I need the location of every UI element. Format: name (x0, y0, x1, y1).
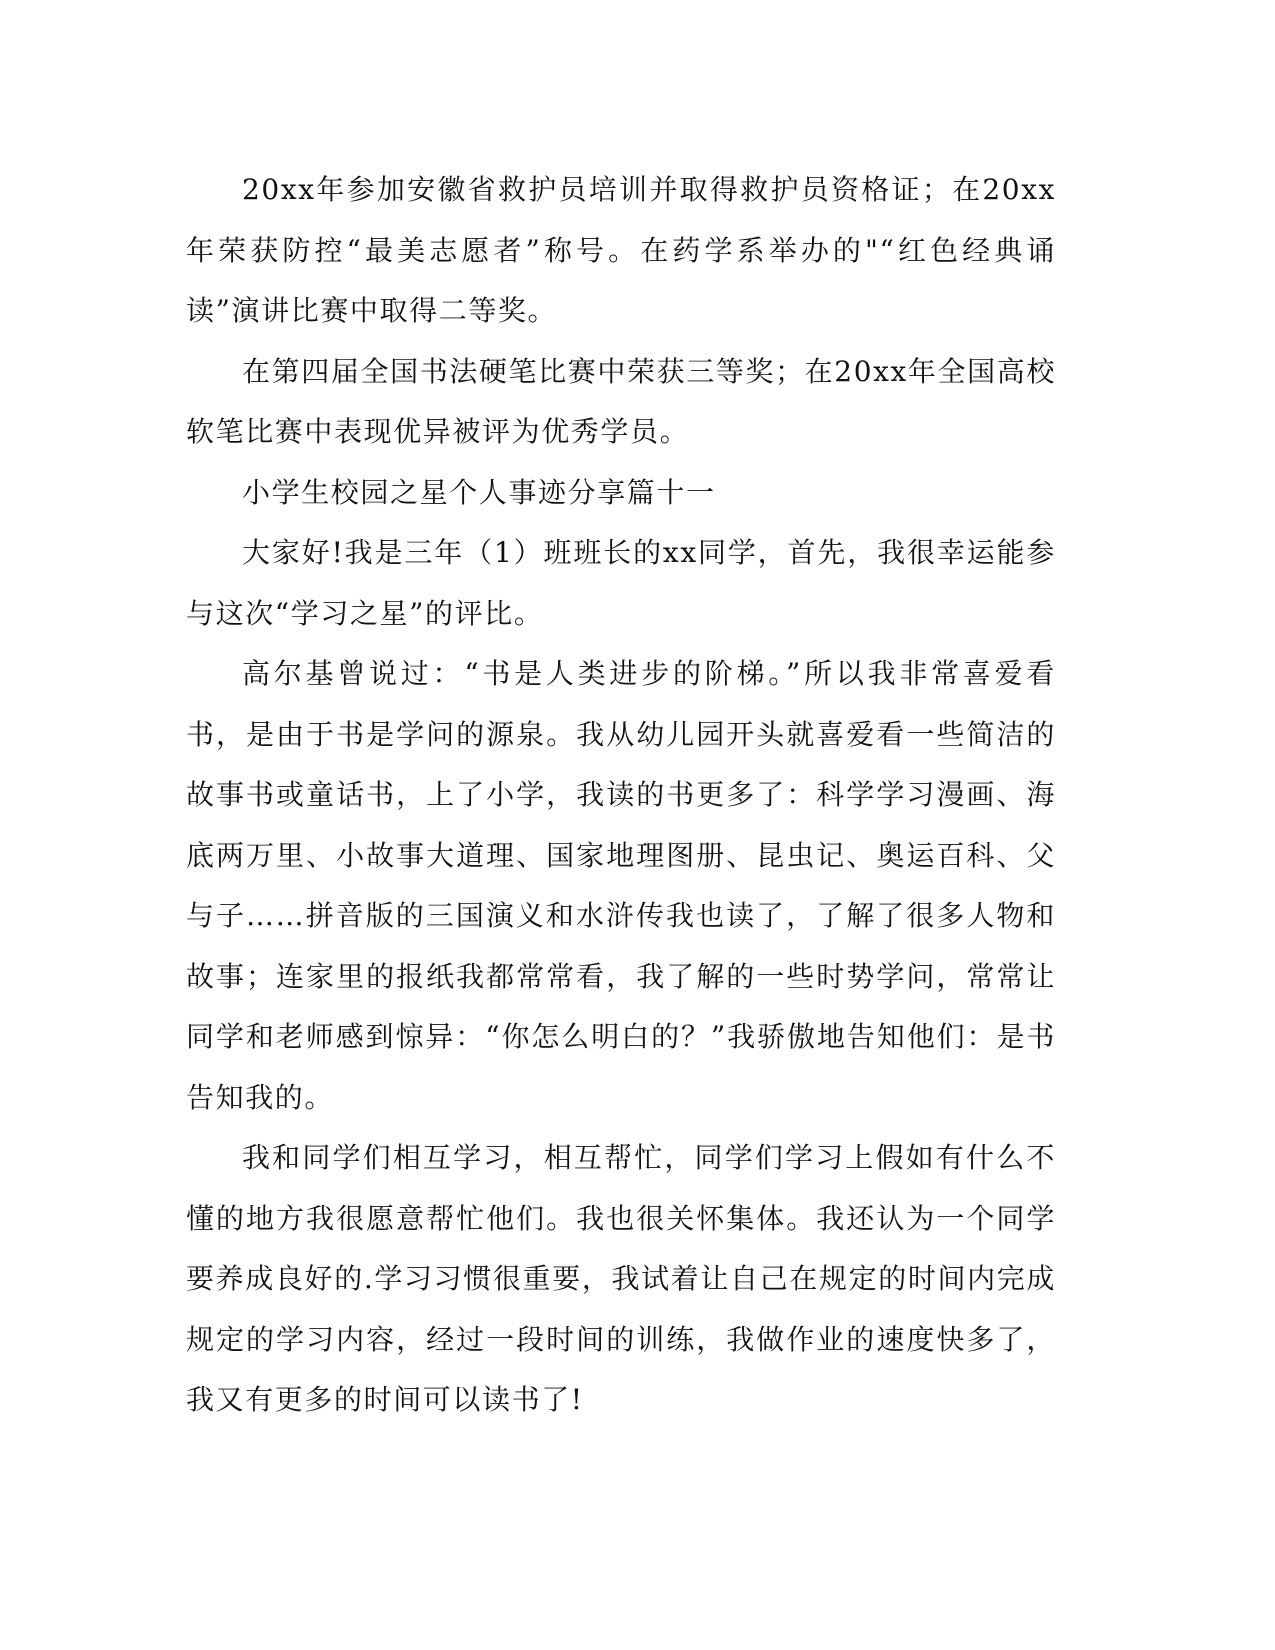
paragraph-calligraphy-award: 在第四届全国书法硬笔比赛中荣获三等奖；在20xx年全国高校软笔比赛中表现优异被评为优秀学员。 (186, 354, 1056, 448)
paragraph-greeting: 大家好!我是三年（1）班班长的xx同学，首先，我很幸运能参与这次“学习之星”的评比。 (186, 536, 1056, 630)
section-heading: 小学生校园之星个人事迹分享篇十一 (242, 475, 716, 509)
document-body (186, 160, 1056, 1431)
paragraph-certification: 20xx年参加安徽省救护员培训并取得救护员资格证；在20xx年荣获防控“最美志愿者”称号。在药学系举办的"“红色经典诵读”演讲比赛中取得二等奖。 (186, 173, 1056, 327)
paragraph-helping-classmates: 我和同学们相互学习，相互帮忙，同学们学习上假如有什么不懂的地方我很愿意帮忙他们。我也很关怀集体。我还认为一个同学要养成良好的.学习习惯很重要，我试着让自己在规定的时间内完成规定的学习内容，经过一段时间的训练，我做作业的速度快多了，我又有更多的时间可以读书了! (186, 1141, 1056, 1416)
paragraph-reading: 高尔基曾说过：“书是人类进步的阶梯。”所以我非常喜爱看书，是由于书是学问的源泉。我从幼儿园开头就喜爱看一些简洁的故事书或童话书，上了小学，我读的书更多了：科学学习漫画、海底两万里、小故事大道理、国家地理图册、昆虫记、奥运百科、父与子……拼音版的三国演义和水浒传我也读了，了解了很多人物和故事；连家里的报纸我都常常看，我了解的一些时势学问，常常让同学和老师感到惊异：“你怎么明白的？”我骄傲地告知他们：是书告知我的。 (186, 657, 1056, 1114)
